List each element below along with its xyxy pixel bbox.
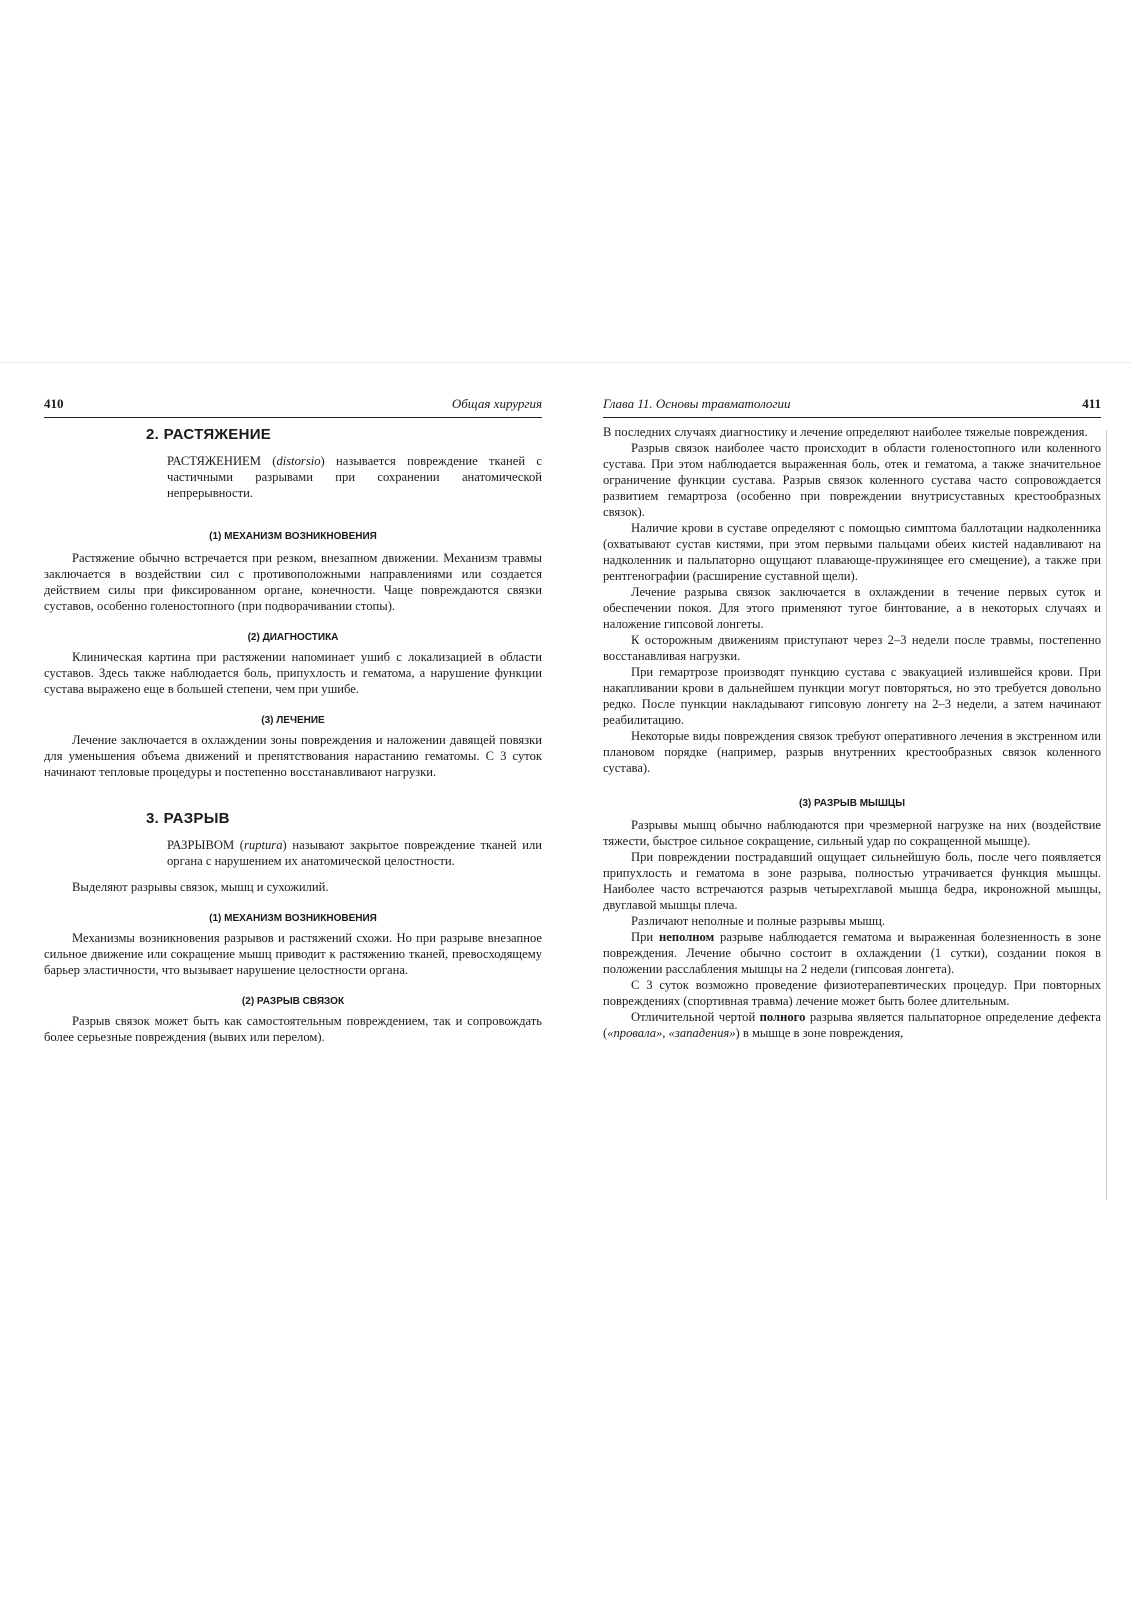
paragraph: Различают неполные и полные разрывы мышц.: [631, 914, 886, 928]
page-number: 410: [44, 396, 64, 411]
running-head: Общая хирургия: [451, 396, 542, 411]
scan-edge-line: [0, 362, 1131, 363]
running-head: Глава 11. Основы травматологии: [603, 396, 791, 411]
subheading-diagnostics: (2) ДИАГНОСТИКА: [247, 632, 339, 643]
definition-sprain: РАСТЯЖЕНИЕМ (distorsio) называется повреждение тканей с частичными разрывами при сохранении анатомической непрерывности.: [167, 454, 543, 500]
italic-term: «провала», «западения»: [607, 1026, 736, 1040]
text-run: Отличительной чертой: [631, 1010, 756, 1024]
bold-term: неполном: [658, 930, 715, 944]
section-title-rupture: 3. РАЗРЫВ: [146, 810, 230, 827]
subheading-mechanism: (1) МЕХАНИЗМ ВОЗНИКНОВЕНИЯ: [209, 913, 377, 924]
left-page-header: [44, 395, 542, 418]
text-run: При: [631, 930, 654, 944]
latin-term: distorsio: [276, 454, 321, 468]
paragraph: Клиническая картина при растяжении напоминает ушиб с локализацией в области суставов. Здесь также наблюдается боль, припухлость и гематома, а нарушение функции сустава выражено еще в большей степени, чем при ушибе.: [44, 650, 542, 696]
paragraph: Разрывы мышц обычно наблюдаются при чрезмерной нагрузке на них (воздействие тяжести, быстрое сильное сокращение, сильный удар по сокращенной мышце).: [603, 818, 1101, 848]
subheading-mechanism: (1) МЕХАНИЗМ ВОЗНИКНОВЕНИЯ: [209, 531, 377, 542]
text-run: ) в мышце в зоне повреждения,: [735, 1026, 904, 1040]
paragraph: Выделяют разрывы связок, мышц и сухожилий.: [72, 880, 329, 894]
subheading-muscle-rupture: (3) РАЗРЫВ МЫШЦЫ: [798, 798, 905, 809]
left-page: [44, 395, 542, 1045]
paragraph: К осторожным движениям приступают через 2–3 недели после травмы, постепенно восстанавливая нагрузки.: [603, 633, 1101, 663]
page-number: 411: [1082, 396, 1101, 411]
section-title-sprain: 2. РАСТЯЖЕНИЕ: [146, 426, 272, 443]
scan-edge-line: [1106, 430, 1107, 1200]
definition-text: называют закрытое повреждение тканей или органа с нарушением их анатомической целостности.: [167, 838, 543, 868]
right-page: [603, 395, 1101, 1041]
paragraph: Разрыв связок наиболее часто происходит в области голеностопного или коленного сустава. При этом наблюдается выраженная боль, отек и гематома, а также значительное ограничение функции сустава. Разрыв связок коленного сустава часто сопровождается развитием гемартроза (особенно при повреждении внутрисуставных крестообразных связок).: [603, 441, 1101, 519]
paragraph: В последних случаях диагностику и лечение определяют наиболее тяжелые повреждения.: [603, 425, 1088, 439]
paragraph: Растяжение обычно встречается при резком, внезапном движении. Механизм травмы заключается в воздействии сил с противоположными направлениями или создается действием силы при фиксированном органе, конечности. Чаще повреждаются связки суставов, особенно голеностопного (при подворачивании стопы).: [44, 551, 542, 613]
paragraph: Разрыв связок может быть как самостоятельным повреждением, так и сопровождать более серьезные повреждения (вывих или перелом).: [44, 1014, 542, 1044]
paragraph: Механизмы возникновения разрывов и растяжений схожи. Но при разрыве внезапное сильное движение или сокращение мышц приводит к растяжению тканей, превосходящему барьер эластичности, что вызывает нарушение целостности органа.: [44, 931, 542, 977]
definition-term: РАЗРЫВОМ: [167, 838, 235, 852]
paragraph: [603, 929, 1101, 977]
subheading-ligament-rupture: (2) РАЗРЫВ СВЯЗОК: [241, 996, 345, 1007]
definition-text: называется повреждение тканей с частичными разрывами при сохранении анатомической непрерывности.: [167, 454, 543, 500]
paragraph: Лечение разрыва связок заключается в охлаждении в течение первых суток и обеспечении покоя. Для этого применяют тугое бинтование, а в некоторых случаях и наложение гипсовой лонгеты.: [603, 585, 1101, 631]
paragraph: При повреждении пострадавший ощущает сильнейшую боль, после чего появляется припухлость и гематома в зоне разрыва, полностью утрачивается функция мышцы. Наиболее часто встречаются разрыв четырехглавой мышца бедра, икроножной мышцы, двуглавой мышцы плеча.: [603, 850, 1101, 912]
text-run: разрыва является пальпаторное определение дефекта (: [603, 1010, 1102, 1040]
latin-term: ruptura: [244, 838, 283, 852]
bold-term: полного: [759, 1010, 806, 1024]
paragraph: Некоторые виды повреждения связок требуют оперативного лечения в экстренном или плановом порядке (например, разрыв внутренних крестообразных связок коленного сустава).: [603, 729, 1101, 775]
right-page-header: [603, 395, 1101, 418]
definition-rupture: РАЗРЫВОМ (ruptura) называют закрытое повреждение тканей или органа с нарушением их анатомической целостности.: [167, 838, 543, 868]
paragraph: Лечение заключается в охлаждении зоны повреждения и наложении давящей повязки для уменьшения объема движений и препятствования нарастанию гематомы. С 3 суток начинают тепловые процедуры и постепенно восстанавливают нагрузки.: [44, 733, 542, 779]
definition-term: РАСТЯЖЕНИЕМ: [167, 454, 261, 468]
subheading-treatment: (3) ЛЕЧЕНИЕ: [261, 715, 325, 726]
paragraph: Наличие крови в суставе определяют с помощью симптома баллотации надколенника (охватывают сустав кистями, при этом первыми пальцами обеих кистей надавливают на надколенник и пальпаторно ощущают плавающе-пружинящее его смещение), а также при рентгенографии (расширение суставной щели).: [603, 521, 1101, 583]
paragraph: С 3 суток возможно проведение физиотерапевтических процедур. При повторных повреждениях (спортивная травма) лечение может быть более длительным.: [603, 978, 1101, 1008]
paragraph: При гемартрозе производят пункцию сустава с эвакуацией излившейся крови. При накапливании крови в дальнейшем пункции могут повторяться, но это требуется довольно редко. После пункции накладывают гипсовую лонгету на 2–3 недели, а затем начинают реабилитацию.: [603, 665, 1101, 727]
paragraph: [603, 1009, 1101, 1041]
text-run: разрыве наблюдается гематома и выраженная болезненность в зоне повреждения. Лечение обычно состоит в охлаждении (1 сутки), создании покоя в положении расслабления мышцы на 2 недели (гипсовая лонгета).: [603, 930, 1101, 976]
